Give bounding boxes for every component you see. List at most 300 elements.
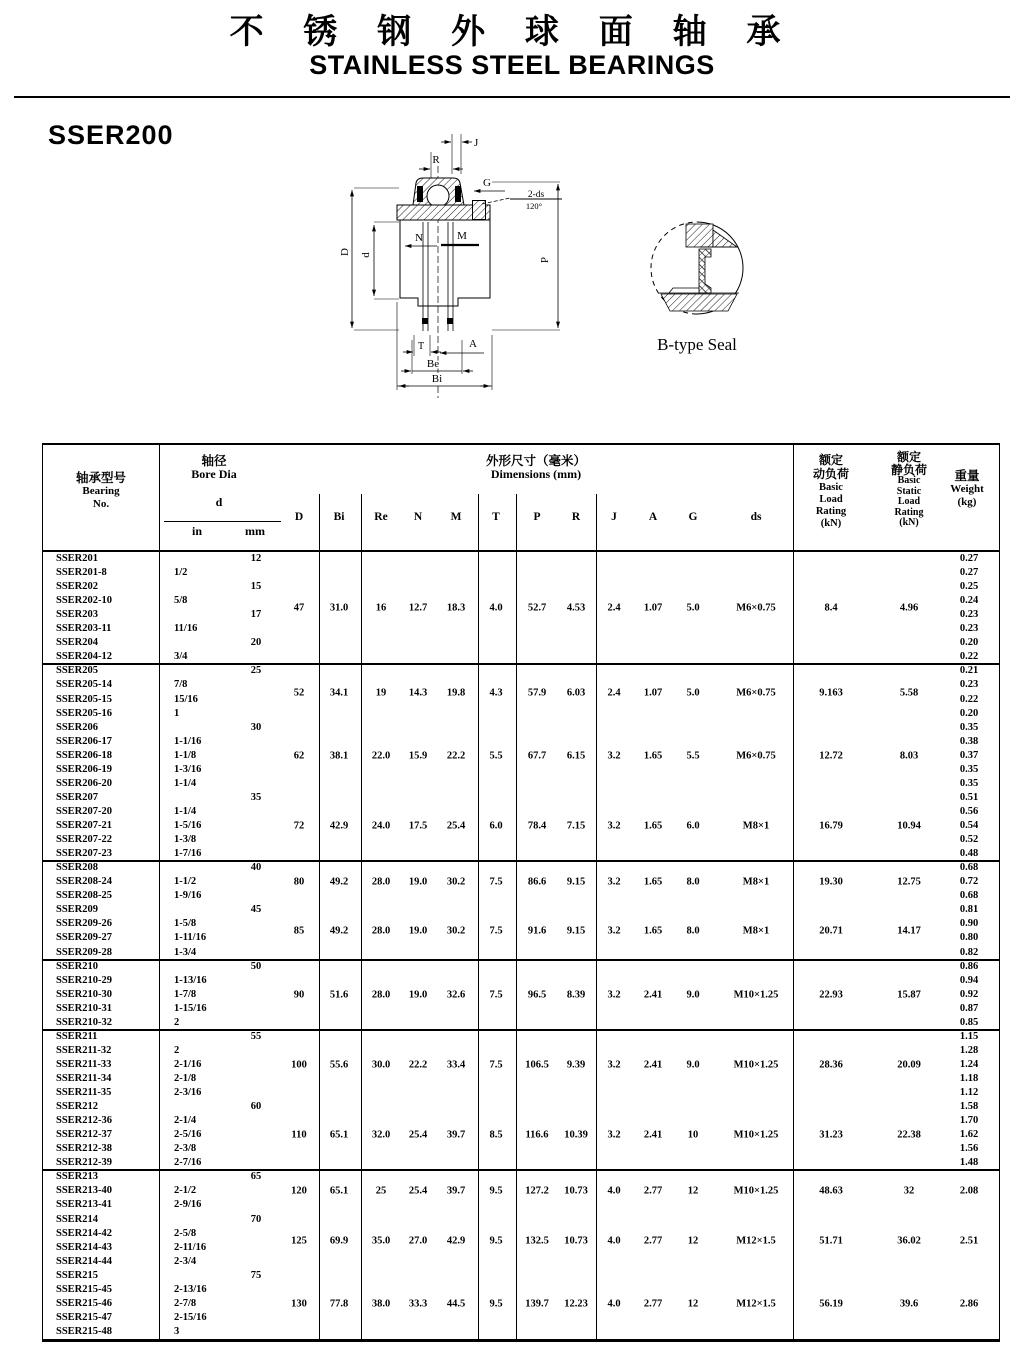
- dim-value-p: 57.9: [527, 687, 547, 699]
- bearing-no-cell: SSER213-41: [56, 1199, 113, 1211]
- header-bore-dia: [139, 454, 289, 482]
- dim-value-bslr: 14.17: [897, 925, 921, 937]
- column-letter-g: G: [688, 511, 698, 523]
- title-divider: [14, 96, 1010, 98]
- bearing-no-cell: SSER214-42: [56, 1227, 113, 1239]
- bearing-no-cell: SSER212-36: [56, 1115, 113, 1127]
- dim-value-d: 125: [291, 1235, 307, 1247]
- dim-label-d-bore: d: [360, 252, 372, 258]
- bearing-no-cell: SSER213: [56, 1171, 99, 1183]
- dim-value-bi: 55.6: [329, 1059, 349, 1071]
- bearing-no-cell: SSER215: [56, 1269, 99, 1281]
- dim-value-r: 9.15: [566, 876, 586, 888]
- bore-in-cell: 1-11/16: [174, 932, 207, 944]
- bearing-no-cell: SSER203-11: [56, 623, 112, 635]
- dim-value-j: 3.2: [607, 1059, 621, 1071]
- weight-cell: 0.81: [959, 904, 979, 916]
- dimension-lines: [352, 134, 562, 390]
- table-rule: [516, 494, 517, 1339]
- dim-value-j: 3.2: [607, 1129, 621, 1141]
- dim-value-re: 28.0: [371, 989, 391, 1001]
- column-letter-j: J: [611, 511, 617, 523]
- weight-cell: 0.56: [959, 805, 979, 817]
- weight-cell: 0.82: [959, 946, 979, 958]
- bore-in-cell: 1-3/4: [174, 946, 197, 958]
- block-separator: [43, 959, 999, 961]
- dim-value-bslr: 32: [903, 1185, 915, 1197]
- weight-cell: 0.27: [959, 567, 979, 579]
- bearing-no-cell: SSER215-46: [56, 1297, 113, 1309]
- header-bslr-en3: Load: [897, 496, 921, 508]
- bearing-no-cell: SSER215-47: [56, 1311, 113, 1323]
- weight-cell: 0.87: [959, 1002, 979, 1014]
- table-rule: [793, 445, 794, 1339]
- bearing-no-cell: SSER205: [56, 665, 99, 677]
- dim-value-m: 39.7: [446, 1185, 466, 1197]
- bearing-no-cell: SSER207-20: [56, 805, 113, 817]
- header-bslr-en2: Static: [896, 485, 922, 497]
- dim-value-m: 33.4: [446, 1059, 466, 1071]
- bore-in-cell: 2-1/4: [174, 1115, 197, 1127]
- weight-cell: 1.24: [959, 1058, 979, 1070]
- dim-value-bi: 65.1: [329, 1185, 349, 1197]
- dim-value-g: 5.0: [686, 602, 700, 614]
- dim-value-a: 1.65: [643, 750, 663, 762]
- dim-value-r: 6.15: [566, 750, 586, 762]
- bore-in-cell: 2-7/8: [174, 1297, 197, 1309]
- bore-in-cell: 2-5/16: [174, 1129, 202, 1141]
- dim-value-re: 35.0: [371, 1235, 391, 1247]
- bearing-no-cell: SSER210-32: [56, 1016, 113, 1028]
- bearing-no-cell: SSER204-12: [56, 651, 113, 663]
- weight-cell: 0.22: [959, 651, 979, 663]
- dim-value-re: 28.0: [371, 876, 391, 888]
- dim-value-bslr: 36.02: [897, 1235, 921, 1247]
- bearing-no-cell: SSER207: [56, 791, 99, 803]
- dim-value-re: 22.0: [371, 750, 391, 762]
- dim-value-n: 33.3: [408, 1298, 428, 1310]
- bore-in-cell: 11/16: [174, 623, 198, 635]
- bearing-no-cell: SSER207-21: [56, 820, 113, 832]
- dim-value-blr: 51.71: [819, 1235, 843, 1247]
- bearing-no-cell: SSER204: [56, 637, 99, 649]
- bearing-no-cell: SSER207-22: [56, 834, 113, 846]
- column-letter-p: P: [533, 511, 541, 523]
- series-label: SSER200: [48, 120, 174, 150]
- block-separator: [43, 1029, 999, 1031]
- weight-cell: 0.92: [959, 988, 979, 1000]
- dim-value-r: 8.39: [566, 989, 586, 1001]
- weight-cell: 0.52: [959, 834, 979, 846]
- bore-mm-cell: 75: [250, 1269, 262, 1281]
- bearing-no-cell: SSER206-17: [56, 735, 113, 747]
- table-rule: [361, 494, 362, 1339]
- dim-value-a: 2.41: [643, 989, 663, 1001]
- dim-value-re: 32.0: [371, 1129, 391, 1141]
- dim-label-t: T: [417, 341, 425, 352]
- dim-value-bi: 49.2: [329, 876, 349, 888]
- bore-mm-cell: 20: [250, 637, 262, 649]
- dim-value-a: 2.77: [643, 1235, 663, 1247]
- bearing-no-cell: SSER215-45: [56, 1283, 113, 1295]
- bearing-no-cell: SSER209: [56, 904, 99, 916]
- weight-cell: 0.51: [959, 791, 979, 803]
- dim-value-p: 86.6: [527, 876, 547, 888]
- dim-value-n: 19.0: [408, 876, 428, 888]
- dim-value-a: 1.65: [643, 820, 663, 832]
- dim-value-blr: 8.4: [824, 602, 838, 614]
- dim-value-t: 7.5: [489, 1059, 503, 1071]
- bore-in-cell: 1-13/16: [174, 974, 207, 986]
- weight-cell: 0.85: [959, 1016, 979, 1028]
- weight-cell: 0.38: [959, 735, 979, 747]
- weight-cell: 0.22: [959, 693, 979, 705]
- bearing-no-cell: SSER209-26: [56, 918, 113, 930]
- dim-value-a: 1.65: [643, 876, 663, 888]
- header-blr-en2: Load: [819, 493, 843, 505]
- bore-in-cell: 1-1/4: [174, 777, 197, 789]
- header-bearing-no-en2: No.: [92, 498, 110, 511]
- bore-in-cell: 1-7/8: [174, 988, 197, 1000]
- dim-value-r: 4.53: [566, 602, 586, 614]
- dim-value-ds: M8×1: [742, 925, 770, 937]
- block-separator: [43, 860, 999, 862]
- header-separator: [43, 550, 999, 552]
- dim-value-g: 8.0: [686, 925, 700, 937]
- bore-in-cell: 1-5/8: [174, 918, 197, 930]
- bore-mm-cell: 65: [250, 1171, 262, 1183]
- dim-value-t: 5.5: [489, 750, 503, 762]
- bearing-no-cell: SSER214-43: [56, 1241, 113, 1253]
- dim-value-t: 7.5: [489, 989, 503, 1001]
- dim-value-n: 12.7: [408, 602, 428, 614]
- bearing-no-cell: SSER211-33: [56, 1058, 112, 1070]
- bore-in-cell: 2-1/8: [174, 1072, 197, 1084]
- weight-cell: 0.37: [959, 749, 979, 761]
- weight-cell: 1.56: [959, 1143, 979, 1155]
- column-letter-m: M: [450, 511, 462, 523]
- weight-cell: 1.70: [959, 1115, 979, 1127]
- dim-label-be: Be: [426, 358, 440, 370]
- dim-value-re: 28.0: [371, 925, 391, 937]
- bore-mm-cell: 45: [250, 904, 262, 916]
- dim-value-n: 27.0: [408, 1235, 428, 1247]
- dim-value-m: 25.4: [446, 820, 466, 832]
- dim-value-blr: 31.23: [819, 1129, 843, 1141]
- dim-value-re: 16: [375, 602, 387, 614]
- dim-value-ds: M10×1.25: [733, 1185, 779, 1197]
- bore-in-cell: 1-1/16: [174, 735, 202, 747]
- header-mm: mm: [245, 524, 265, 538]
- dim-value-p: 127.2: [525, 1185, 549, 1197]
- dim-value-j: 2.4: [607, 687, 621, 699]
- dim-value-bi: 38.1: [329, 750, 349, 762]
- bore-in-cell: 2-15/16: [174, 1311, 207, 1323]
- bearing-no-cell: SSER211-32: [56, 1044, 112, 1056]
- dim-value-n: 25.4: [408, 1129, 428, 1141]
- table-rule: [319, 494, 320, 1339]
- weight-cell: 1.48: [959, 1157, 979, 1169]
- bearing-no-cell: SSER210-30: [56, 988, 113, 1000]
- bearing-no-cell: SSER202-10: [56, 595, 113, 607]
- bearing-no-cell: SSER203: [56, 609, 99, 621]
- dim-value-a: 2.77: [643, 1298, 663, 1310]
- dim-value-d: 62: [293, 750, 305, 762]
- weight-cell: 0.20: [959, 707, 979, 719]
- weight-cell: 0.54: [959, 820, 979, 832]
- weight-cell: 0.90: [959, 918, 979, 930]
- dim-value-ds: M10×1.25: [733, 989, 779, 1001]
- dim-value-bslr: 15.87: [897, 989, 921, 1001]
- dim-value-blr: 16.79: [819, 820, 843, 832]
- dim-value-g: 10: [687, 1129, 699, 1141]
- dim-value-n: 17.5: [408, 820, 428, 832]
- dim-value-bi: 69.9: [329, 1235, 349, 1247]
- dim-value-ds: M10×1.25: [733, 1129, 779, 1141]
- header-bslr-cn2: 静负荷: [890, 462, 927, 477]
- bearing-no-cell: SSER215-48: [56, 1325, 113, 1337]
- dim-value-r: 12.23: [564, 1298, 588, 1310]
- bearing-no-cell: SSER214-44: [56, 1255, 113, 1267]
- bearing-spec-table: [42, 443, 1000, 1342]
- bore-mm-cell: 55: [250, 1030, 262, 1042]
- dim-value-blr: 19.30: [819, 876, 843, 888]
- bore-mm-cell: 40: [250, 862, 262, 874]
- dim-value-ds: M6×0.75: [736, 687, 776, 699]
- dim-value-m: 30.2: [446, 876, 466, 888]
- weight-cell: 0.25: [959, 581, 979, 593]
- dim-value-bslr: 10.94: [897, 820, 921, 832]
- dim-value-bslr: 20.09: [897, 1059, 921, 1071]
- weight-cell: 1.12: [959, 1087, 979, 1099]
- dim-value-bi: 77.8: [329, 1298, 349, 1310]
- dim-value-n: 25.4: [408, 1185, 428, 1197]
- dim-value-re: 19: [375, 687, 387, 699]
- bore-in-cell: 2-1/16: [174, 1058, 202, 1070]
- dim-value-bslr: 8.03: [899, 750, 919, 762]
- header-dimensions-cn: 外形尺寸（毫米）: [485, 454, 586, 468]
- dim-value-a: 2.41: [643, 1129, 663, 1141]
- seal-detail: [651, 222, 743, 314]
- bearing-no-cell: SSER210-29: [56, 974, 113, 986]
- bearing-no-cell: SSER214: [56, 1213, 99, 1225]
- bearing-no-cell: SSER210: [56, 960, 99, 972]
- dim-value-t: 6.0: [489, 820, 503, 832]
- bearing-no-cell: SSER208-25: [56, 890, 113, 902]
- dim-value-d: 100: [291, 1059, 307, 1071]
- dim-value-blr: 56.19: [819, 1298, 843, 1310]
- weight-cell: 0.86: [959, 960, 979, 972]
- bore-in-cell: 2-5/8: [174, 1227, 197, 1239]
- bore-in-cell: 2-13/16: [174, 1283, 207, 1295]
- header-d: d: [215, 495, 223, 509]
- dim-value-n: 22.2: [408, 1059, 428, 1071]
- dim-value-t: 4.3: [489, 687, 503, 699]
- weight-cell: 0.35: [959, 721, 979, 733]
- table-rule: [478, 494, 479, 1339]
- dim-value-ds: M12×1.5: [736, 1298, 776, 1310]
- header-bslr-en4: Rating: [894, 506, 924, 518]
- bore-in-cell: 2-3/4: [174, 1255, 197, 1267]
- dim-value-a: 2.77: [643, 1185, 663, 1197]
- weight-cell: 0.48: [959, 848, 979, 860]
- bearing-no-cell: SSER209-27: [56, 932, 113, 944]
- bore-in-cell: 1-1/4: [174, 805, 197, 817]
- setscrew-angle: 120°: [525, 201, 543, 211]
- dim-value-bslr: 39.6: [899, 1298, 919, 1310]
- bearing-no-cell: SSER206: [56, 721, 99, 733]
- bore-in-cell: 1-7/16: [174, 848, 202, 860]
- dim-label-m: M: [457, 230, 467, 242]
- dim-value-wt: 2.51: [959, 1235, 979, 1247]
- dim-value-j: 4.0: [607, 1235, 621, 1247]
- dim-value-d: 52: [293, 687, 305, 699]
- dim-value-blr: 9.163: [819, 687, 843, 699]
- dim-value-blr: 12.72: [819, 750, 843, 762]
- bore-mm-cell: 12: [250, 553, 262, 564]
- dim-value-m: 32.6: [446, 989, 466, 1001]
- dim-value-j: 3.2: [607, 876, 621, 888]
- bore-in-cell: 2: [174, 1016, 180, 1028]
- dim-value-p: 91.6: [527, 925, 547, 937]
- dim-label-r: R: [432, 154, 440, 166]
- dim-value-bi: 65.1: [329, 1129, 349, 1141]
- weight-cell: 0.23: [959, 609, 979, 621]
- header-weight-unit: (kg): [957, 496, 977, 509]
- dim-value-ds: M6×0.75: [736, 602, 776, 614]
- dim-value-g: 9.0: [686, 989, 700, 1001]
- seal-caption: B-type Seal: [657, 335, 737, 354]
- dim-value-re: 30.0: [371, 1059, 391, 1071]
- bore-mm-cell: 17: [250, 609, 262, 621]
- bore-mm-cell: 70: [250, 1213, 262, 1225]
- dim-value-bi: 51.6: [329, 989, 349, 1001]
- table-rule: [596, 494, 597, 1339]
- bore-in-cell: 1-3/16: [174, 763, 202, 775]
- bore-in-cell: 1-15/16: [174, 1002, 207, 1014]
- bearing-no-cell: SSER212-37: [56, 1129, 113, 1141]
- bearing-no-cell: SSER212: [56, 1101, 99, 1113]
- column-letter-a: A: [648, 511, 658, 523]
- header-dimensions-en: Dimensions (mm): [490, 467, 582, 482]
- bore-in-cell: 1-3/8: [174, 834, 197, 846]
- bearing-no-cell: SSER212-38: [56, 1143, 113, 1155]
- bearing-no-cell: SSER209-28: [56, 946, 113, 958]
- column-letter-r: R: [571, 511, 581, 523]
- bore-in-cell: 2-9/16: [174, 1199, 202, 1211]
- weight-cell: 0.35: [959, 777, 979, 789]
- bore-in-cell: 7/8: [174, 679, 188, 691]
- dim-label-a: A: [469, 338, 477, 350]
- header-bearing-no-cn: 轴承型号: [75, 471, 126, 485]
- dim-value-t: 9.5: [489, 1298, 503, 1310]
- dim-value-re: 38.0: [371, 1298, 391, 1310]
- page-title-chinese: 不 锈 钢 外 球 面 轴 承: [229, 12, 795, 52]
- dim-value-m: 42.9: [446, 1235, 466, 1247]
- dim-value-t: 4.0: [489, 602, 503, 614]
- dim-value-d: 130: [291, 1298, 307, 1310]
- dim-value-blr: 48.63: [819, 1185, 843, 1197]
- bore-in-cell: 1/2: [174, 567, 188, 579]
- dim-value-r: 6.03: [566, 687, 586, 699]
- dim-label-j: J: [474, 137, 479, 149]
- dim-value-t: 9.5: [489, 1185, 503, 1197]
- dim-value-p: 139.7: [525, 1298, 549, 1310]
- weight-cell: 1.62: [959, 1129, 979, 1141]
- bore-in-cell: 5/8: [174, 595, 188, 607]
- dim-value-g: 12: [687, 1298, 699, 1310]
- bearing-no-cell: SSER205-16: [56, 707, 113, 719]
- header-blr-cn1: 额定: [818, 453, 843, 467]
- dim-value-bi: 49.2: [329, 925, 349, 937]
- dim-label-d-outer: D: [339, 248, 351, 256]
- bearing-no-cell: SSER205-14: [56, 679, 113, 691]
- d-underline: [164, 521, 281, 522]
- dim-value-n: 15.9: [408, 750, 428, 762]
- dim-value-g: 6.0: [686, 820, 700, 832]
- bearing-no-cell: SSER210-31: [56, 1002, 113, 1014]
- bearing-no-cell: SSER208: [56, 862, 99, 874]
- header-weight-cn: 重量: [954, 469, 980, 483]
- dim-value-n: 19.0: [408, 925, 428, 937]
- page-title-english: STAINLESS STEEL BEARINGS: [309, 50, 715, 80]
- column-letter-bi: Bi: [333, 511, 345, 523]
- weight-cell: 0.20: [959, 637, 979, 649]
- dim-value-j: 2.4: [607, 602, 621, 614]
- dim-value-j: 4.0: [607, 1298, 621, 1310]
- column-letter-re: Re: [374, 511, 388, 523]
- column-letter-t: T: [492, 511, 500, 523]
- dim-value-j: 3.2: [607, 750, 621, 762]
- bore-in-cell: 2-11/16: [174, 1241, 207, 1253]
- bearing-no-cell: SSER211-34: [56, 1072, 112, 1084]
- dim-value-d: 120: [291, 1185, 307, 1197]
- dim-value-t: 8.5: [489, 1129, 503, 1141]
- dim-value-m: 18.3: [446, 602, 466, 614]
- bore-in-cell: 1-1/8: [174, 749, 197, 761]
- dim-value-j: 3.2: [607, 820, 621, 832]
- bore-mm-cell: 50: [250, 960, 262, 972]
- header-basic-load-rating: [795, 454, 867, 530]
- bore-in-cell: 1-9/16: [174, 890, 202, 902]
- dimension-labels: [339, 137, 551, 385]
- weight-cell: 0.23: [959, 679, 979, 691]
- header-blr-en3: Rating: [815, 505, 847, 517]
- dim-value-m: 22.2: [446, 750, 466, 762]
- dim-value-r: 10.73: [564, 1185, 588, 1197]
- dim-value-t: 7.5: [489, 876, 503, 888]
- header-bslr-cn1: 额定: [896, 450, 921, 464]
- dim-value-r: 10.73: [564, 1235, 588, 1247]
- dim-value-n: 14.3: [408, 687, 428, 699]
- dim-value-blr: 28.36: [819, 1059, 843, 1071]
- bearing-no-cell: SSER211: [56, 1030, 98, 1042]
- dim-value-m: 39.7: [446, 1129, 466, 1141]
- bore-in-cell: 2-3/16: [174, 1087, 202, 1099]
- dim-value-m: 30.2: [446, 925, 466, 937]
- dim-value-p: 132.5: [525, 1235, 549, 1247]
- dim-value-p: 116.6: [525, 1129, 549, 1141]
- dim-value-p: 106.5: [525, 1059, 549, 1071]
- bearing-no-cell: SSER213-40: [56, 1185, 113, 1197]
- dim-value-d: 110: [291, 1129, 307, 1141]
- bearing-no-cell: SSER202: [56, 581, 99, 593]
- column-letter-n: N: [413, 511, 423, 523]
- weight-cell: 0.24: [959, 595, 979, 607]
- bearing-no-cell: SSER207-23: [56, 848, 113, 860]
- bore-in-cell: 1-5/16: [174, 820, 202, 832]
- dim-value-d: 72: [293, 820, 305, 832]
